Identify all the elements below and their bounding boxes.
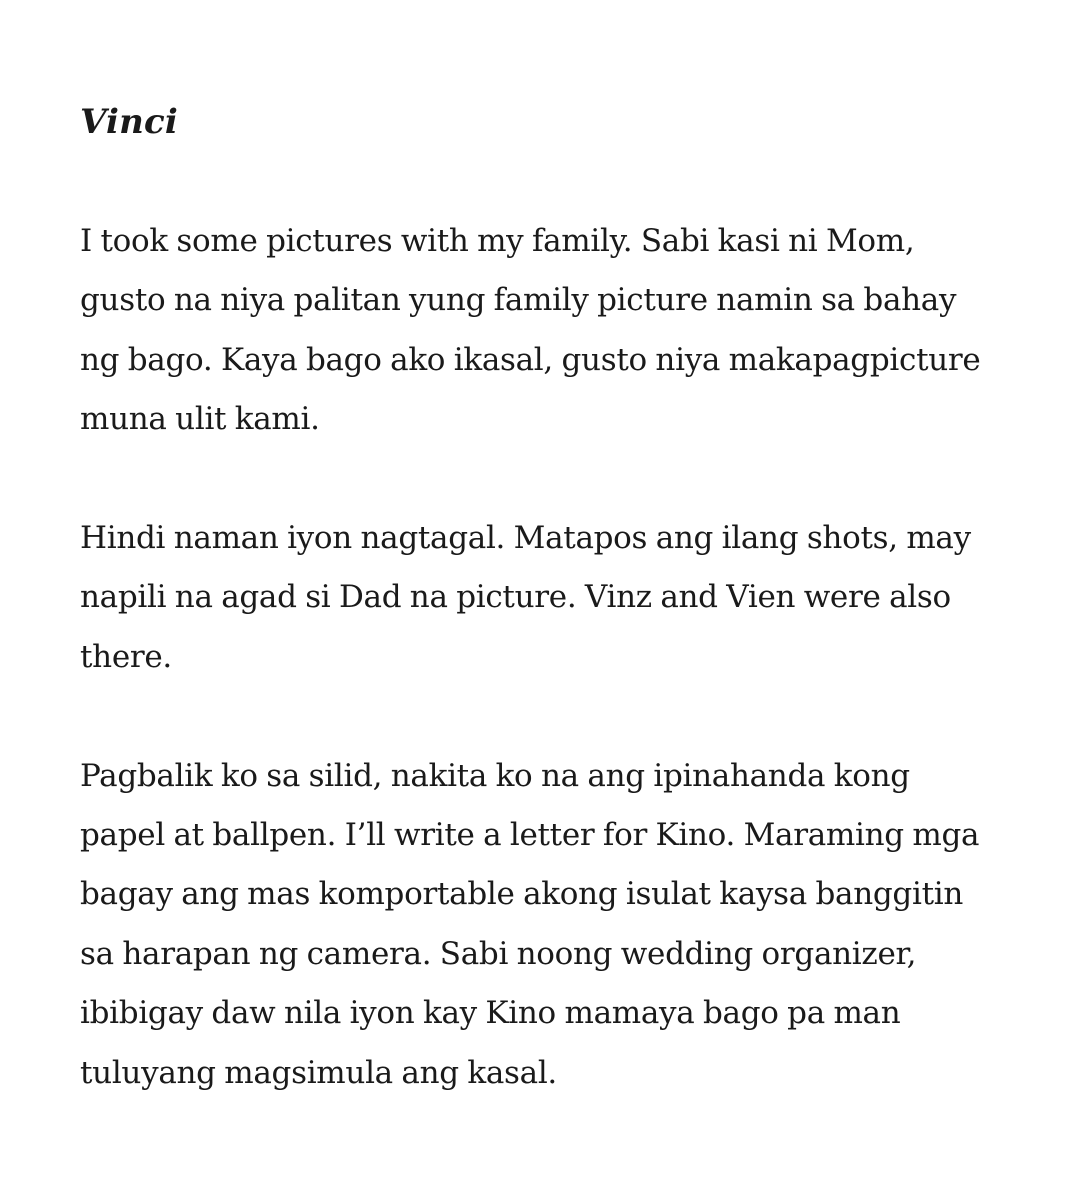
- story-body: [80, 212, 1000, 1103]
- paragraph: Hindi naman iyon nagtagal. Matapos ang ilang shots, may napili na agad si Dad na picture. Vinz and Vien were also there.: [80, 520, 971, 675]
- paragraph: Pagbalik ko sa silid, nakita ko na ang ipinahanda kong papel at ballpen. I’ll write a letter for Kino. Maraming mga bagay ang mas komportable akong isulat kaysa banggitin sa harapan ng camera. Sabi noong wedding organizer, ibibigay daw nila iyon kay Kino mamaya bago pa man tuluyang magsimula ang kasal.: [80, 757, 980, 1091]
- chapter-heading: Vinci: [80, 102, 179, 142]
- paragraph: I took some pictures with my family. Sabi kasi ni Mom, gusto na niya palitan yung family picture namin sa bahay ng bago. Kaya bago ako ikasal, gusto niya makapagpicture muna ulit kami.: [80, 223, 981, 438]
